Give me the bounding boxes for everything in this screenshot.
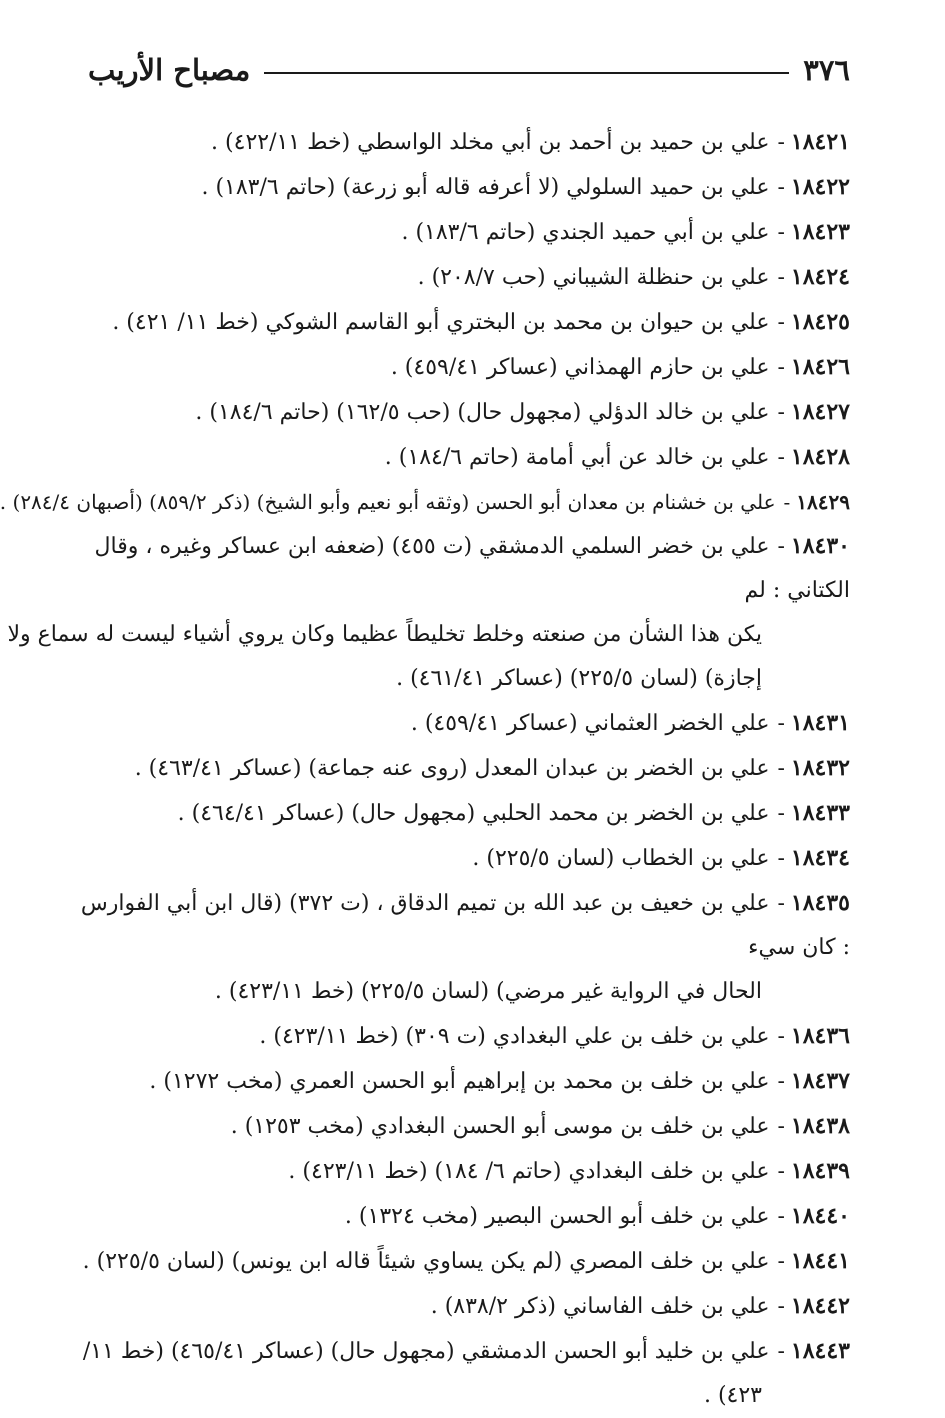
entry-dash: - <box>777 1249 785 1274</box>
list-item <box>80 1104 850 1149</box>
list-item <box>80 165 850 210</box>
list-item <box>80 1149 850 1194</box>
entry-line <box>201 175 850 200</box>
entry-line <box>288 1159 850 1184</box>
header-rule <box>264 72 789 74</box>
list-item <box>7 524 850 701</box>
entry-number: ١٨٤٣٦ <box>790 1023 850 1049</box>
entry-line <box>81 891 850 960</box>
entry-text: علي بن خلف المصري (لم يكن يساوي شيئاً قاله ابن يونس) (لسان ٢٢٥/٥) . <box>82 1249 770 1274</box>
list-item <box>80 746 850 791</box>
entry-dash: - <box>777 265 785 290</box>
entry-continuation: إجازة) (لسان ٢٢٥/٥) (عساكر ٤٦١/٤١) . <box>396 666 762 691</box>
entry-number: ١٨٤٤٠ <box>790 1203 850 1229</box>
entry-text: علي بن خلف البغدادي (حاتم ٦/ ١٨٤) (خط ٤٢٣/١١) . <box>288 1159 770 1184</box>
entry-text: علي بن خلف الفاساني (ذكر ٨٣٨/٢) . <box>430 1294 770 1319</box>
entry-line <box>391 355 850 380</box>
entry-line <box>418 265 850 290</box>
entry-dash: - <box>777 130 785 155</box>
entry-line <box>0 490 850 514</box>
entry-number: ١٨٤٣٨ <box>790 1113 850 1139</box>
entry-text: علي بن حميد بن أحمد بن أبي مخلد الواسطي (خط ٤٢٢/١١) . <box>211 130 770 155</box>
entry-line <box>401 220 850 245</box>
entry-number: ١٨٤٣٥ <box>790 890 850 916</box>
entry-number: ١٨٤٢٩ <box>796 490 850 514</box>
page-header <box>88 50 850 90</box>
entry-line <box>83 1249 850 1274</box>
entry-dash: - <box>777 1159 785 1184</box>
entry-number: ١٨٤٤٣ <box>790 1338 850 1364</box>
entry-dash: - <box>777 1069 785 1094</box>
entry-text: علي بن خليد أبو الحسن الدمشقي (مجهول حال) (عساكر ٤٦٥/٤١) (خط ١١/ <box>82 1339 770 1364</box>
entry-number: ١٨٤٤١ <box>790 1248 850 1274</box>
list-item <box>80 701 850 746</box>
list-item <box>80 1059 850 1104</box>
entry-line <box>178 801 850 826</box>
entry-dash: - <box>783 490 791 514</box>
list-item <box>80 255 850 300</box>
entry-text: علي الخضر العثماني (عساكر ٤٥٩/٤١) . <box>410 711 770 736</box>
entry-text: علي بن حميد السلولي (لا أعرفه قاله أبو زرعة) (حاتم ١٨٣/٦) . <box>201 175 770 200</box>
entry-number: ١٨٤٢٥ <box>790 309 850 335</box>
entry-dash: - <box>777 711 785 736</box>
list-item <box>80 1329 850 1418</box>
list-item <box>80 1284 850 1329</box>
entry-number: ١٨٤٢١ <box>790 129 850 155</box>
book-title: مصباح الأريب <box>88 53 251 87</box>
entry-text: علي بن خضر السلمي الدمشقي (ت ٤٥٥) (ضعفه ابن عساكر وغيره ، وقال الكتاني : لم <box>94 534 850 603</box>
entry-text: علي بن خالد الدؤلي (مجهول حال) (حب ١٦٢/٥) (حاتم ١٨٤/٦) . <box>195 400 770 425</box>
entry-number: ١٨٤٢٨ <box>790 444 850 470</box>
entry-dash: - <box>777 1339 785 1364</box>
entry-number: ١٨٤٣٧ <box>790 1068 850 1094</box>
entry-continuation: يكن هذا الشأن من صنعته وخلط تخليطاً عظيما وكان يروي أشياء ليست له سماع ولا <box>7 622 762 647</box>
list-item <box>80 390 850 435</box>
page-number: ٣٧٦ <box>803 53 850 87</box>
entry-line <box>411 711 850 736</box>
list-item <box>80 300 850 345</box>
entry-line <box>231 1114 850 1139</box>
entry-text: علي بن خلف بن محمد بن إبراهيم أبو الحسن العمري (مخب ١٢٧٢) . <box>149 1069 770 1094</box>
entry-line <box>345 1204 850 1229</box>
entry-number: ١٨٤٢٦ <box>790 354 850 380</box>
entry-line <box>112 310 850 335</box>
entry-number: ١٨٤٣١ <box>790 710 850 736</box>
entry-text: علي بن خلف بن علي البغدادي (ت ٣٠٩) (خط ٤٢٣/١١) . <box>259 1024 770 1049</box>
entry-dash: - <box>777 1114 785 1139</box>
entry-dash: - <box>777 220 785 245</box>
entry-text: علي بن أبي حميد الجندي (حاتم ١٨٣/٦) . <box>401 220 770 245</box>
list-item <box>80 345 850 390</box>
entry-dash: - <box>777 756 785 781</box>
list-item <box>80 1239 850 1284</box>
entry-text: علي بن خعيف بن عبد الله بن تميم الدقاق ، (ت ٣٧٢) (قال ابن أبي الفوارس : كان سيء <box>80 891 850 960</box>
list-item <box>80 881 850 1014</box>
entry-dash: - <box>777 310 785 335</box>
entry-text: علي بن الخضر بن عبدان المعدل (روى عنه جماعة) (عساكر ٤٦٣/٤١) . <box>134 756 770 781</box>
entry-dash: - <box>777 1204 785 1229</box>
entry-dash: - <box>777 355 785 380</box>
list-item <box>80 435 850 480</box>
entry-number: ١٨٤٢٤ <box>790 264 850 290</box>
entry-line <box>385 445 850 470</box>
entry-number: ١٨٤٢٧ <box>790 399 850 425</box>
entry-line <box>259 1024 850 1049</box>
entry-dash: - <box>777 1294 785 1319</box>
entry-line <box>211 130 850 155</box>
entry-dash: - <box>777 1024 785 1049</box>
entry-line <box>135 756 850 781</box>
entry-line <box>472 846 850 871</box>
entry-dash: - <box>777 534 785 559</box>
entry-text: علي بن حازم الهمذاني (عساكر ٤٥٩/٤١) . <box>390 355 770 380</box>
entry-number: ١٨٤٣٩ <box>790 1158 850 1184</box>
entry-number: ١٨٤٤٢ <box>790 1293 850 1319</box>
entry-text: علي بن الخطاب (لسان ٢٢٥/٥) . <box>472 846 770 871</box>
entry-number: ١٨٤٢٢ <box>790 174 850 200</box>
entries-list <box>0 120 850 1418</box>
entry-text: علي بن حنظلة الشيباني (حب ٢٠٨/٧) . <box>417 265 770 290</box>
entry-dash: - <box>777 891 785 916</box>
entry-continuation: ٤٢٣) . <box>703 1383 762 1408</box>
entry-line <box>83 1339 850 1364</box>
list-item <box>80 836 850 881</box>
entry-text: علي بن الخضر بن محمد الحلبي (مجهول حال) (عساكر ٤٦٤/٤١) . <box>177 801 770 826</box>
entry-number: ١٨٤٣٤ <box>790 845 850 871</box>
entry-continuation: الحال في الرواية غير مرضي) (لسان ٢٢٥/٥) (خط ٤٢٣/١١) . <box>214 979 762 1004</box>
entry-text: علي بن خشنام بن معدان أبو الحسن (وثقه أبو نعيم وأبو الشيخ) (ذكر ٨٥٩/٢) (أصبهان ٢٨٤/٤) . <box>0 490 776 514</box>
entry-dash: - <box>777 801 785 826</box>
entry-line <box>95 534 850 603</box>
list-item <box>80 210 850 255</box>
entry-text: علي بن خلف أبو الحسن البصير (مخب ١٣٢٤) . <box>344 1204 770 1229</box>
entry-number: ١٨٤٣٠ <box>790 533 850 559</box>
list-item <box>80 1194 850 1239</box>
entry-dash: - <box>777 175 785 200</box>
list-item <box>0 480 850 524</box>
entry-text: علي بن خلف بن موسى أبو الحسن البغدادي (مخب ١٢٥٣) . <box>230 1114 770 1139</box>
entry-dash: - <box>777 846 785 871</box>
entry-number: ١٨٤٣٣ <box>790 800 850 826</box>
entry-dash: - <box>777 445 785 470</box>
entry-line <box>431 1294 850 1319</box>
list-item <box>80 1014 850 1059</box>
entry-dash: - <box>777 400 785 425</box>
entry-line <box>195 400 850 425</box>
entry-number: ١٨٤٣٢ <box>790 755 850 781</box>
entry-text: علي بن خالد عن أبي أمامة (حاتم ١٨٤/٦) . <box>384 445 770 470</box>
list-item <box>80 791 850 836</box>
entry-number: ١٨٤٢٣ <box>790 219 850 245</box>
list-item <box>80 120 850 165</box>
entry-line <box>149 1069 850 1094</box>
entry-text: علي بن حيوان بن محمد بن البختري أبو القاسم الشوكي (خط ١١/ ٤٢١) . <box>112 310 770 335</box>
